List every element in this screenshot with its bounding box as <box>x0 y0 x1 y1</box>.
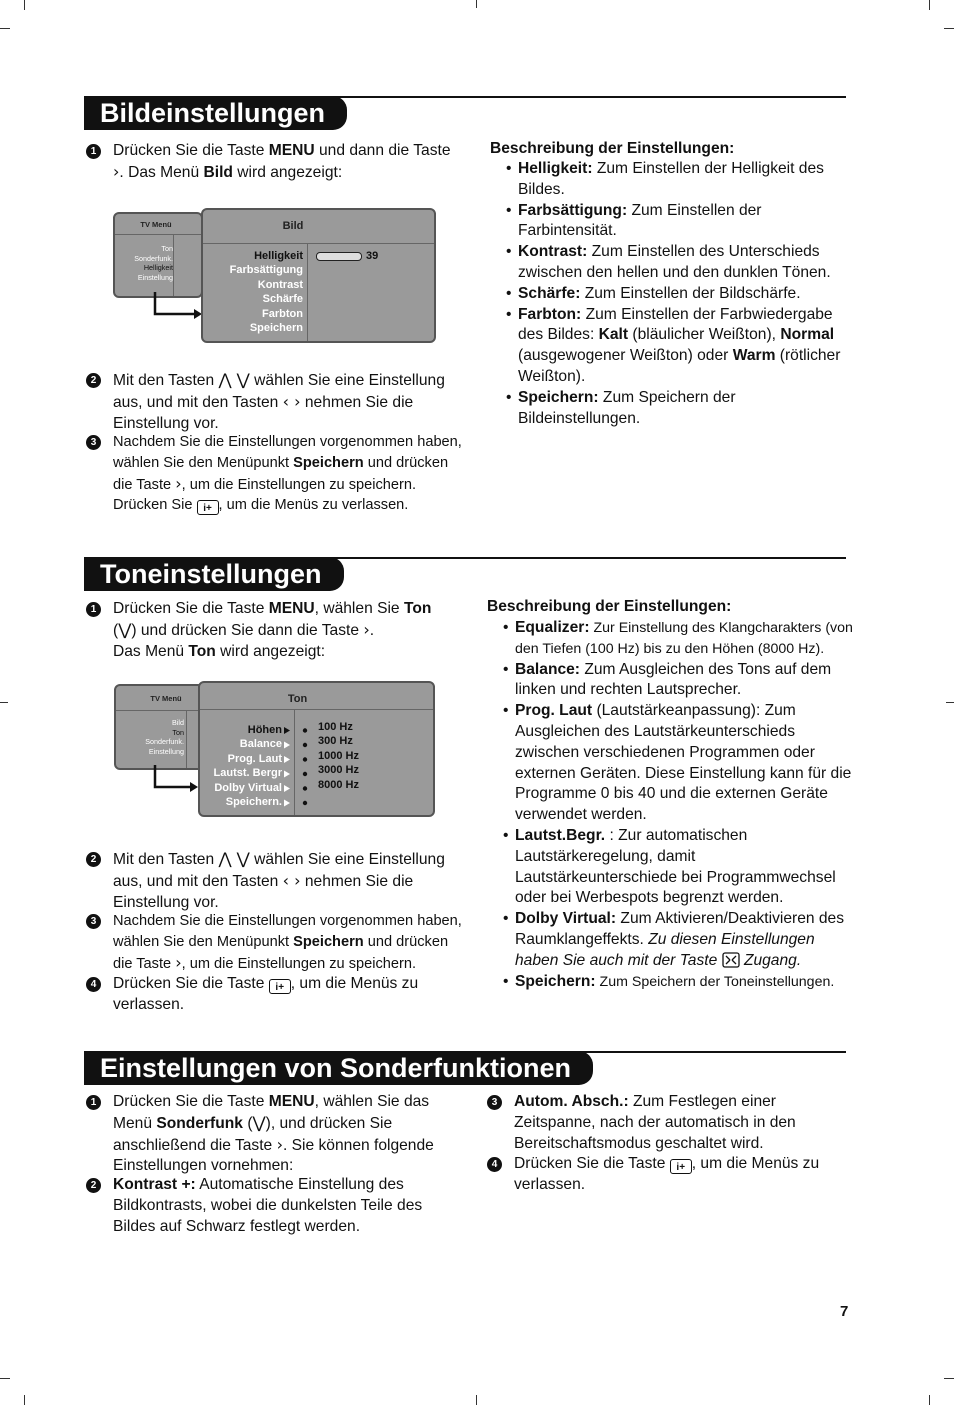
tv-side-items: Ton Sonderfunk. Helligkeit Einstellung <box>134 244 173 283</box>
up-down-icon: ⋀ ⋁ <box>218 370 250 389</box>
sonder-step2: Kontrast +: Automatische Einstellung des Bildkontrasts, wobei die dunkelsten Teile des Bildes auf Schwarz festlegt werden. <box>113 1176 423 1235</box>
step-number: 1 <box>86 602 101 617</box>
crop-mark <box>946 702 954 703</box>
sonder-step3: Autom. Absch.: Zum Festlegen einer Zeitspanne, nach der automatisch in den Bereitschaftsmodus geschaltet wird. <box>514 1093 796 1152</box>
tv-menu-main-title: Ton <box>287 693 308 705</box>
right-arrow-icon: › <box>175 473 182 493</box>
info-key-icon: i+ <box>670 1159 692 1174</box>
bild-step2: Mit den Tasten ⋀ ⋁ wählen Sie eine Einstellung aus, und mit den Tasten ‹ › nehmen Sie die Einstellung vor. <box>113 370 445 432</box>
crop-mark <box>476 0 477 8</box>
left-right-icon: ‹ › <box>282 391 301 411</box>
step-number: 3 <box>86 914 101 929</box>
page-number: 7 <box>840 1303 849 1320</box>
left-right-icon: ‹ › <box>282 870 301 890</box>
step-number: 4 <box>86 977 101 992</box>
surround-key-icon <box>722 952 740 968</box>
right-arrow-icon: › <box>276 1134 283 1154</box>
crop-mark <box>944 1378 954 1379</box>
tv-menu-main-panel <box>201 208 436 343</box>
section-title-sonder: Einstellungen von Sonderfunktionen <box>84 1051 593 1085</box>
list-item: • Farbsättigung: Zum Einstellen der Farbintensität. <box>506 201 858 243</box>
bild-step3: Nachdem Sie die Einstellungen vorgenommen haben, wählen Sie den Menüpunkt Speichern und drücken die Taste ›, um die Einstellungen zu speichern. Drücken Sie i+ , um die Menüs zu verlassen. <box>113 434 462 515</box>
equalizer-dots <box>300 726 310 810</box>
list-item: • Balance: Zum Ausgleichen des Tons auf dem linken und rechten Lautsprecher. <box>503 660 855 702</box>
step-number: 3 <box>86 435 101 450</box>
tv-menu-title: TV Menü <box>140 220 172 229</box>
divider <box>186 710 187 768</box>
crop-mark <box>476 1395 477 1405</box>
divider <box>200 709 433 710</box>
step-number: 2 <box>86 1178 101 1193</box>
brightness-value: 39 <box>366 250 379 262</box>
equalizer-values: 100 Hz 300 Hz 1000 Hz 3000 Hz 8000 Hz <box>318 721 359 791</box>
step-number: 4 <box>487 1157 502 1172</box>
tv-menu-title: TV Menü <box>150 694 182 703</box>
up-down-icon: ⋀ ⋁ <box>218 849 250 868</box>
crop-mark <box>24 0 25 10</box>
submenu-arrows <box>283 726 292 810</box>
down-arrow-icon: ⋁ <box>118 619 132 639</box>
step-number: 2 <box>86 852 101 867</box>
bild-desc-list <box>506 159 858 429</box>
list-item: • Equalizer: Zur Einstellung des Klangcharakters (von den Tiefen (100 Hz) bis zu den Höhen (8000 Hz). <box>503 618 855 660</box>
list-item: • Schärfe: Zum Einstellen der Bildschärfe. <box>506 284 858 305</box>
step-number: 2 <box>86 373 101 388</box>
crop-mark <box>929 1395 930 1405</box>
right-arrow-icon: › <box>113 161 120 181</box>
brightness-slider <box>316 252 362 261</box>
list-item: • Speichern: Zum Speichern der Toneinstellungen. <box>503 972 855 993</box>
tv-menu-side-panel <box>113 212 203 298</box>
tv-side-items: Bild Ton Sonderfunk. Einstellung <box>145 718 184 757</box>
crop-mark <box>0 28 10 29</box>
crop-mark <box>929 0 930 10</box>
divider <box>307 243 308 341</box>
right-arrow-icon: › <box>363 619 370 639</box>
tv-menu-side-panel <box>114 684 204 770</box>
tv-main-items: Höhen Balance Prog. Laut Lautst. Bergr Dolby Virtual Speichern. <box>213 724 282 809</box>
tv-menu-main-panel <box>198 681 435 817</box>
tv-menu-main-title: Bild <box>282 220 304 232</box>
list-item: • Farbton: Zum Einstellen der Farbwiedergabe des Bildes: Kalt (bläulicher Weißton), Normal (ausgewogener Weißton) oder Warm (rötlicher Weißton). <box>506 305 858 388</box>
down-arrow-icon: ⋁ <box>252 1112 266 1132</box>
divider <box>115 234 201 235</box>
tv-main-items: Helligkeit Farbsättigung Kontrast Schärfe Farbton Speichern <box>229 250 303 335</box>
ton-step3: Nachdem Sie die Einstellungen vorgenommen haben, wählen Sie den Menüpunkt Speichern und drücken die Taste ›, um die Einstellungen zu speichern. <box>113 913 462 972</box>
step-number: 3 <box>487 1095 502 1110</box>
crop-mark <box>24 1395 25 1405</box>
list-item: • Lautst.Begr. : Zur automatischen Lautstärkeregelung, damit Lautstärkeunterschiede bei Programmwechsel oder bei Werbespots begrenzt werden. <box>503 826 855 909</box>
ton-step4: Drücken Sie die Taste i+ , um die Menüs zu verlassen. <box>113 975 419 1013</box>
divider <box>116 710 202 711</box>
list-item: • Helligkeit: Zum Einstellen der Helligkeit des Bildes. <box>506 159 858 201</box>
bild-step1: Drücken Sie die Taste MENU und dann die Taste ›. Das Menü Bild wird angezeigt: <box>113 142 451 181</box>
list-item: • Kontrast: Zum Einstellen des Unterschieds zwischen den hellen und den dunklen Tönen. <box>506 242 858 284</box>
crop-mark <box>0 1378 10 1379</box>
step-number: 1 <box>86 1095 101 1110</box>
list-item: • Dolby Virtual: Zum Aktivieren/Deaktivieren des Raumklangeffekts. Zu diesen Einstellungen haben Sie auch mit der Taste Zugang. <box>503 909 855 971</box>
sonder-step1: Drücken Sie die Taste MENU, wählen Sie das Menü Sonderfunk (⋁), und drücken Sie anschließend die Taste ›. Sie können folgende Einstellungen vornehmen: <box>113 1093 434 1175</box>
section-title-ton: Toneinstellungen <box>84 557 344 591</box>
crop-mark <box>0 702 8 703</box>
desc-heading: Beschreibung der Einstellungen: <box>487 598 732 615</box>
divider <box>173 234 174 296</box>
info-key-icon: i+ <box>197 500 219 515</box>
step-number: 1 <box>86 144 101 159</box>
divider <box>294 709 295 815</box>
desc-heading: Beschreibung der Einstellungen: <box>490 140 735 157</box>
right-arrow-icon: › <box>175 952 182 972</box>
ton-step1: Drücken Sie die Taste MENU, wählen Sie Ton (⋁) und drücken Sie dann die Taste ›. Das Menü Ton wird angezeigt: <box>113 600 432 660</box>
crop-mark <box>944 28 954 29</box>
list-item: • Prog. Laut (Lautstärkeanpassung): Zum Ausgleichen des Lautstärkeunterschieds zwischen verschiedenen Programmen oder externen Geräten. Diese Einstellung kann für die Programme 0 bis 40 und die externen Geräte verwendet werden. <box>503 701 855 826</box>
info-key-icon: i+ <box>269 979 291 994</box>
divider <box>203 243 434 244</box>
ton-desc-list <box>503 618 855 992</box>
section-title-bild: Bildeinstellungen <box>84 96 347 130</box>
list-item: • Speichern: Zum Speichern der Bildeinstellungen. <box>506 388 858 430</box>
sonder-step4: Drücken Sie die Taste i+ , um die Menüs zu verlassen. <box>514 1155 820 1193</box>
ton-step2: Mit den Tasten ⋀ ⋁ wählen Sie eine Einstellung aus, und mit den Tasten ‹ › nehmen Sie die Einstellung vor. <box>113 849 445 911</box>
